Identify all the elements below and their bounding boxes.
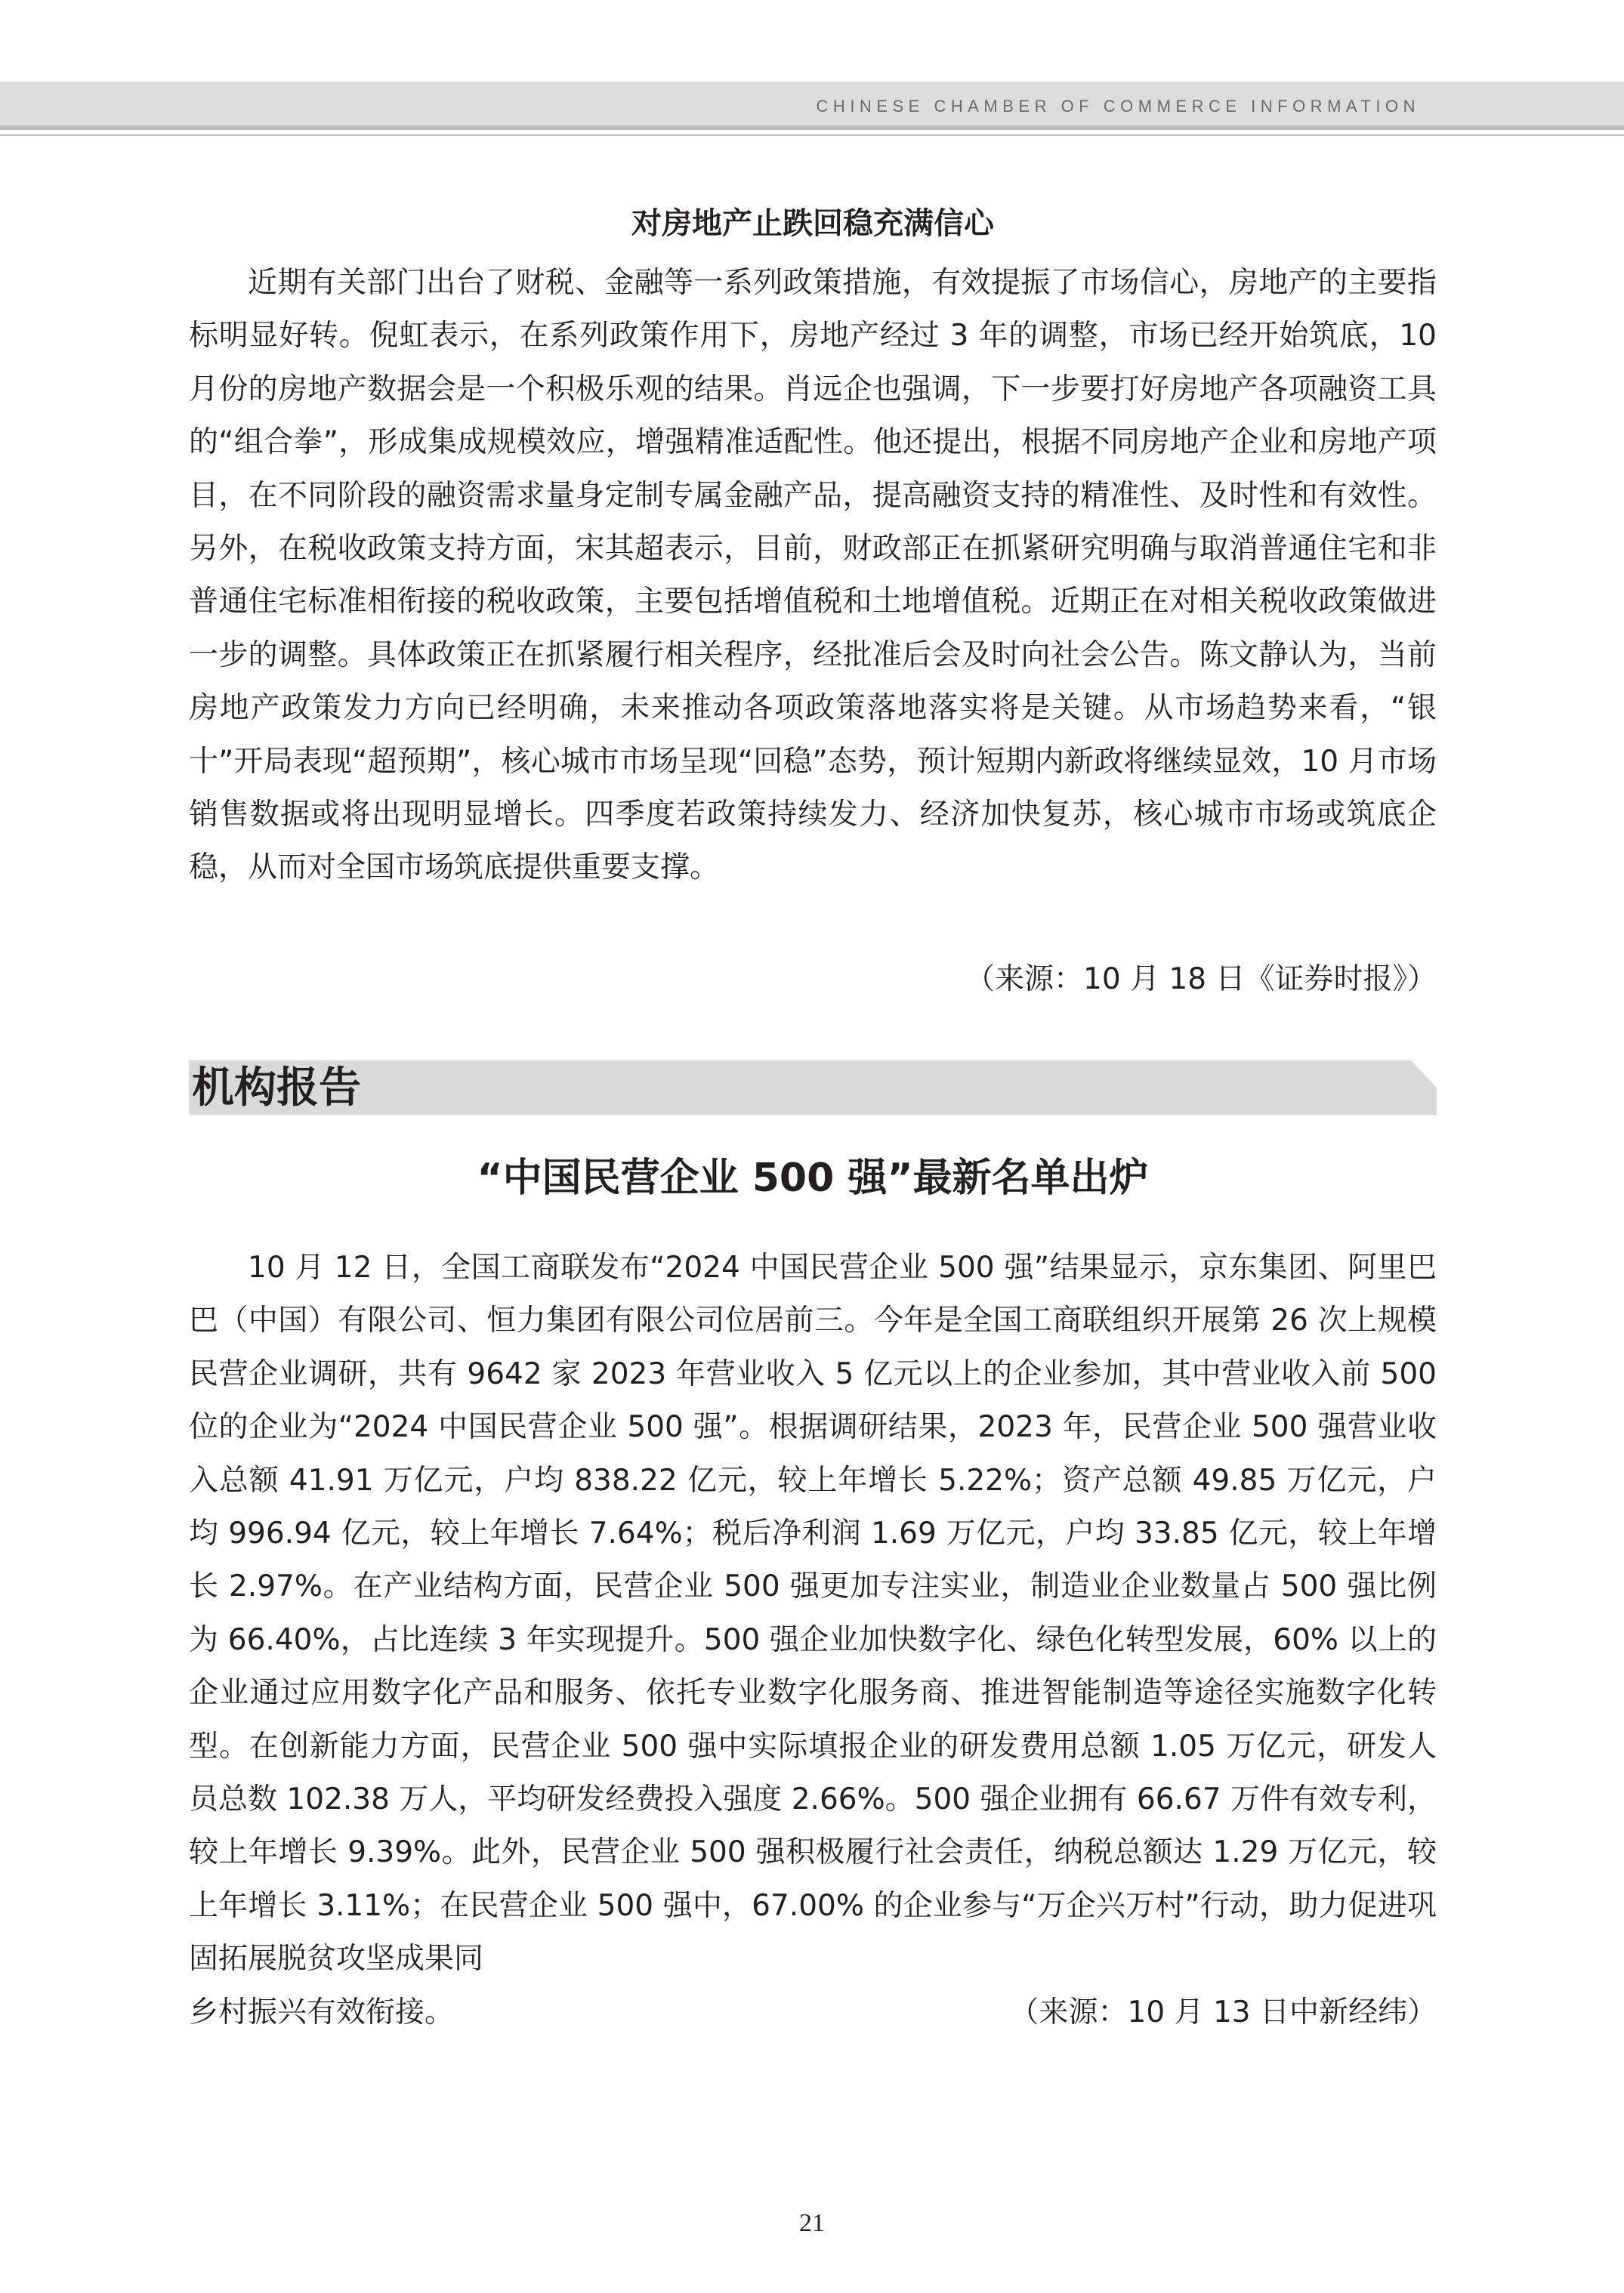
section2-body (189, 1242, 1437, 2039)
section1-body (189, 257, 1437, 895)
section2-paragraph: 10 月 12 日，全国工商联发布“2024 中国民营企业 500 强”结果显示，京东集团、阿里巴巴（中国）有限公司、恒力集团有限公司位居前三。今年是全国工商联组织开展第 26 次上规模民营企业调研，共有 9642 家 2023 年营业收入 5 亿元以上的企业参加，其中营业收入前 500 位的企业为“2024 中国民营企业 500 强”。根据调研结果，2023 年，民营企业 500 强营业收入总额 41.91 万亿元，户均 838.22 亿元，较上年增长 5.22%；资产总额 49.85 万亿元，户均 996.94 亿元，较上年增长 7.64%；税后净利润 1.69 万亿元，户均 33.85 亿元，较上年增长 2.97%。在产业结构方面，民营企业 500 强更加专注实业，制造业企业数量占 500 强比例为 66.40%，占比连续 3 年实现提升。500 强企业加快数字化、绿色化转型发展，60% 以上的企业通过应用数字化产品和服务、依托专业数字化服务商、推进智能制造等途径实施数字化转型。在创新能力方面，民营企业 500 强中实际填报企业的研发费用总额 1.05 万亿元，研发人员总数 102.38 万人，平均研发经费投入强度 2.66%。500 强企业拥有 66.67 万件有效专利，较上年增长 9.39%。此外，民营企业 500 强积极履行社会责任，纳税总额达 1.29 万亿元，较上年增长 3.11%；在民营企业 500 强中，67.00% 的企业参与“万企兴万村”行动，助力促进巩固拓展脱贫攻坚成果同 (189, 1251, 1437, 1977)
header-rule-thin (0, 134, 1624, 136)
page-number: 21 (799, 2209, 825, 2237)
section-banner (189, 1060, 1437, 1115)
header-rule (0, 125, 1624, 130)
section2-last-line (189, 1986, 1437, 2039)
section-banner-label: 机构报告 (192, 1063, 361, 1113)
section1-title: 对房地产止跌回稳充满信心 (631, 206, 994, 241)
running-head: CHINESE CHAMBER OF COMMERCE INFORMATION (816, 97, 1420, 116)
section1-source: （来源：10 月 18 日《证券时报》） (965, 962, 1437, 996)
section2-last-text: 乡村振兴有效衔接。 (189, 1995, 455, 2029)
section2-source: （来源：10 月 13 日中新经纬） (1009, 1995, 1437, 2029)
section-banner-shape (189, 1060, 1437, 1115)
section2-title: “中国民营企业 500 强”最新名单出炉 (477, 1156, 1149, 1201)
section1-paragraph: 近期有关部门出台了财税、金融等一系列政策措施，有效提振了市场信心，房地产的主要指标明显好转。倪虹表示，在系列政策作用下，房地产经过 3 年的调整，市场已经开始筑底，10 月份的房地产数据会是一个积极乐观的结果。肖远企也强调，下一步要打好房地产各项融资工具的“组合拳”，形成集成规模效应，增强精准适配性。他还提出，根据不同房地产企业和房地产项目，在不同阶段的融资需求量身定制专属金融产品，提高融资支持的精准性、及时性和有效性。另外，在税收政策支持方面，宋其超表示，目前，财政部正在抓紧研究明确与取消普通住宅和非普通住宅标准相衔接的税收政策，主要包括增值税和土地增值税。近期正在对相关税收政策做进一步的调整。具体政策正在抓紧履行相关程序，经批准后会及时向社会公告。陈文静认为，当前房地产政策发力方向已经明确，未来推动各项政策落地落实将是关键。从市场趋势来看，“银十”开局表现“超预期”，核心城市市场呈现“回稳”态势，预计短期内新政将继续显效，10 月市场销售数据或将出现明显增长。四季度若政策持续发力、经济加快复苏，核心城市市场或筑底企稳，从而对全国市场筑底提供重要支撑。 (189, 266, 1437, 885)
